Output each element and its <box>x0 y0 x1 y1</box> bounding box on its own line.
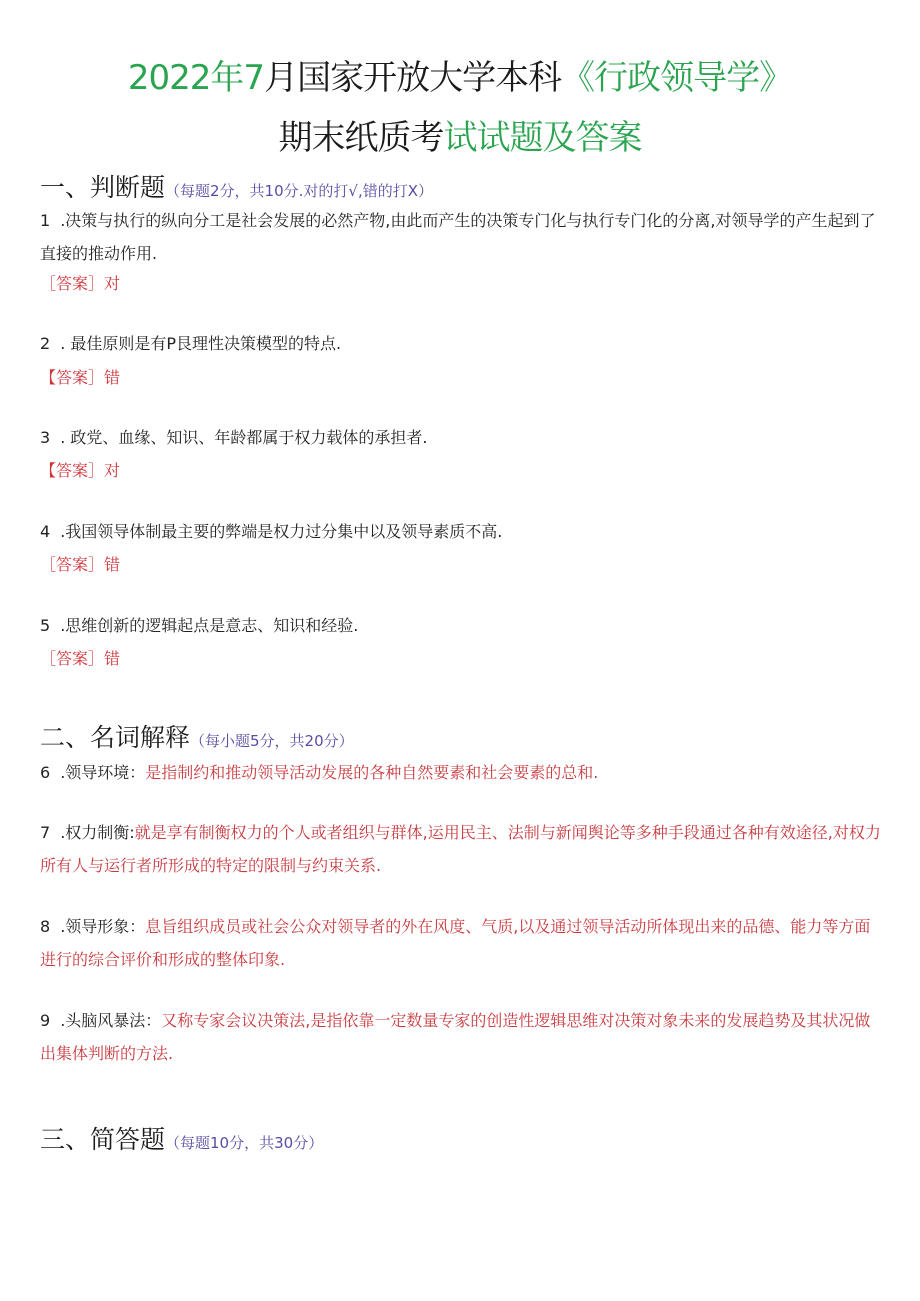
term-definition: 就是享有制衡权力的个人或者组织与群体,运用民主、法制与新闻舆论等多种手段通过各种有效途径,对权力所有人与运行者所形成的特定的限制与约束关系. <box>40 823 881 875</box>
term-8 <box>40 910 882 976</box>
answer-1: ［答案］对 <box>40 274 121 293</box>
section2-note: （每小题5分，共20分） <box>190 732 354 750</box>
question-number: 3 <box>40 428 51 447</box>
title-exam: 期末纸质考 <box>278 118 444 158</box>
question-text: . 最佳原则是有P艮理性决策模型的特点. <box>60 334 342 353</box>
question-number: 5 <box>40 616 51 635</box>
section3-note: （每题10分，共30分） <box>165 1134 324 1152</box>
question-number: 4 <box>40 522 51 541</box>
term-7 <box>40 816 882 882</box>
title-answers: 试试题及答案 <box>443 118 642 158</box>
section3-title: 三、简答题 <box>40 1125 166 1154</box>
term-definition: 又称专家会议决策法,是指依靠一定数量专家的创造性逻辑思维对决策对象未来的发展趋势及其状况做出集体判断的方法. <box>40 1011 871 1063</box>
term-definition: 是指制约和推动领导活动发展的各种自然要素和社会要素的总和. <box>145 763 599 782</box>
question-number: 2 <box>40 334 51 353</box>
answer-2: 【答案］错 <box>40 368 121 387</box>
document-title-line1 <box>0 58 920 98</box>
question-1 <box>40 204 882 270</box>
section2-title: 二、名词解释 <box>40 723 191 752</box>
term-number: 6 <box>40 763 51 782</box>
term-label: .领导形象： <box>60 917 146 936</box>
section1-heading <box>40 172 433 207</box>
section1-note: （每题2分，共10分.对的打√,错的打X） <box>165 182 434 200</box>
question-text: .思维创新的逻辑起点是意志、知识和经验. <box>60 616 359 635</box>
question-5 <box>40 609 882 642</box>
term-6 <box>40 756 882 789</box>
answer-3: 【答案］对 <box>40 461 121 480</box>
document-title-line2 <box>0 118 920 158</box>
term-label: .权力制衡: <box>60 823 135 842</box>
section2-heading <box>40 722 354 757</box>
question-text: . 政党、血缘、知识、年龄都属于权力载体的承担者. <box>60 428 428 447</box>
question-3 <box>40 421 882 454</box>
answer-4: ［答案］错 <box>40 555 121 574</box>
question-number: 1 <box>40 211 51 230</box>
term-label: .头脑风暴法： <box>60 1011 162 1030</box>
title-year: 2022年7 <box>127 58 265 98</box>
term-number: 7 <box>40 823 51 842</box>
term-definition: 息旨组织成员或社会公众对领导者的外在风度、气质,以及通过领导活动所体现出来的品德、能力等方面进行的综合评价和形成的整体印象. <box>40 917 871 969</box>
question-text: .我国领导体制最主要的弊端是权力过分集中以及领导素质不高. <box>60 522 503 541</box>
section1-title: 一、判断题 <box>40 173 166 202</box>
term-9 <box>40 1004 882 1070</box>
term-number: 8 <box>40 917 51 936</box>
term-number: 9 <box>40 1011 51 1030</box>
section3-heading <box>40 1124 323 1159</box>
answer-5: ［答案］错 <box>40 649 121 668</box>
question-text: .决策与执行的纵向分工是社会发展的必然产物,由此而产生的决策专门化与执行专门化的分离,对领导学的产生起到了直接的推动作用. <box>40 211 876 263</box>
question-2 <box>40 327 882 360</box>
title-university: 月国家开放大学本科 <box>264 58 562 98</box>
title-course: 《行政领导学》 <box>561 58 793 98</box>
question-4 <box>40 515 882 548</box>
term-label: .领导环境： <box>60 763 146 782</box>
